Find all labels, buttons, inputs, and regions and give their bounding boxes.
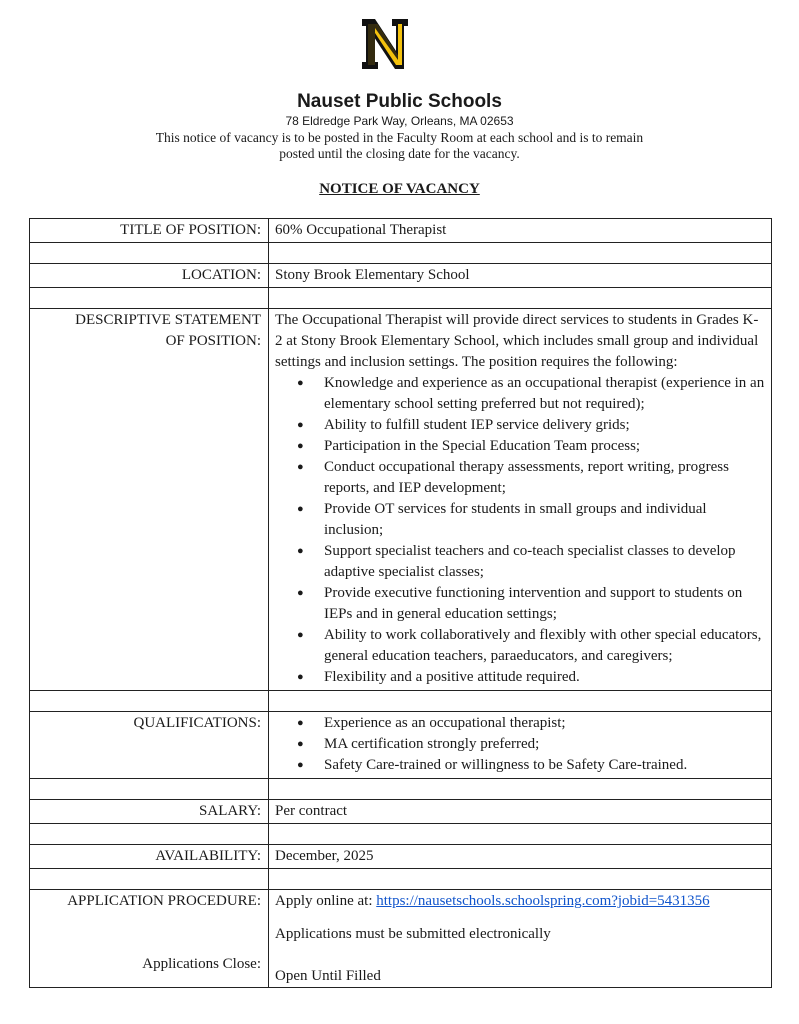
availability-label: AVAILABILITY: <box>30 845 269 869</box>
row-availability <box>30 845 772 869</box>
list-item: ● Provide OT services for students in small groups and individual inclusion; <box>275 499 765 541</box>
title-value: 60% Occupational Therapist <box>269 219 772 243</box>
list-item: ● Participation in the Special Education Team process; <box>275 436 765 457</box>
application-value <box>269 890 772 988</box>
applications-close-label: Applications Close: <box>142 956 261 972</box>
spacer-row <box>30 824 772 845</box>
spacer-row <box>30 779 772 800</box>
vacancy-table <box>29 218 772 988</box>
title-label: TITLE OF POSITION: <box>30 219 269 243</box>
qualifications-label: QUALIFICATIONS: <box>30 712 269 779</box>
qualifications-bullets <box>275 713 765 778</box>
spacer-row <box>30 869 772 890</box>
spacer-row <box>30 243 772 264</box>
submission-note: Applications must be submitted electronically <box>275 926 551 942</box>
school-name: Nauset Public Schools <box>297 91 502 112</box>
row-qualifications <box>30 712 772 779</box>
row-location <box>30 264 772 288</box>
location-label: LOCATION: <box>30 264 269 288</box>
list-item: ● Provide executive functioning intervention and support to students on IEPs and in general education settings; <box>275 583 765 625</box>
apply-online-line <box>275 891 765 912</box>
application-procedure-label: APPLICATION PROCEDURE: <box>67 893 261 909</box>
list-item: ● Safety Care-trained or willingness to be Safety Care-trained. <box>275 755 765 776</box>
spacer-row <box>30 288 772 309</box>
list-item: ● Conduct occupational therapy assessments, report writing, progress reports, and IEP development; <box>275 457 765 499</box>
list-item: ● Support specialist teachers and co-teach specialist classes to develop adaptive specialist classes; <box>275 541 765 583</box>
description-bullets <box>275 373 765 690</box>
row-application <box>30 890 772 988</box>
notice-title: NOTICE OF VACANCY <box>319 181 480 197</box>
qualifications-value <box>269 712 772 779</box>
list-item: ● MA certification strongly preferred; <box>275 734 765 755</box>
row-description <box>30 309 772 691</box>
application-link[interactable]: https://nausetschools.schoolspring.com?jobid=5431356 <box>376 893 710 909</box>
applications-close-value: Open Until Filled <box>275 968 381 984</box>
posting-note: This notice of vacancy is to be posted in the Faculty Room at each school and is to remain posted until the closing date for the vacancy. <box>155 130 644 161</box>
list-item: ● Experience as an occupational therapist; <box>275 713 765 734</box>
row-salary <box>30 800 772 824</box>
school-address: 78 Eldredge Park Way, Orleans, MA 02653 <box>285 114 514 128</box>
description-intro: The Occupational Therapist will provide direct services to students in Grades K-2 at Stony Brook Elementary School, which includes small group and individual settings and inclusion settings. The position requires the following: <box>275 312 759 370</box>
apply-prefix: Apply online at: <box>275 893 373 909</box>
list-item: ● Ability to fulfill student IEP service delivery grids; <box>275 415 765 436</box>
salary-label: SALARY: <box>30 800 269 824</box>
description-label-line1: DESCRIPTIVE STATEMENT <box>75 312 261 328</box>
list-item: ● Ability to work collaboratively and flexibly with other special educators, general education teachers, paraeducators, and caregivers; <box>275 625 765 667</box>
application-label <box>30 890 269 988</box>
description-value <box>269 309 772 691</box>
list-item: ● Flexibility and a positive attitude required. <box>275 667 765 688</box>
spacer-row <box>30 691 772 712</box>
description-label-line2: OF POSITION: <box>165 333 261 349</box>
description-label <box>30 309 269 691</box>
location-value: Stony Brook Elementary School <box>269 264 772 288</box>
list-item: ● Knowledge and experience as an occupational therapist (experience in an elementary school setting preferred but not required); <box>275 373 765 415</box>
school-logo <box>358 16 412 72</box>
salary-value: Per contract <box>269 800 772 824</box>
availability-value: December, 2025 <box>269 845 772 869</box>
row-title <box>30 219 772 243</box>
